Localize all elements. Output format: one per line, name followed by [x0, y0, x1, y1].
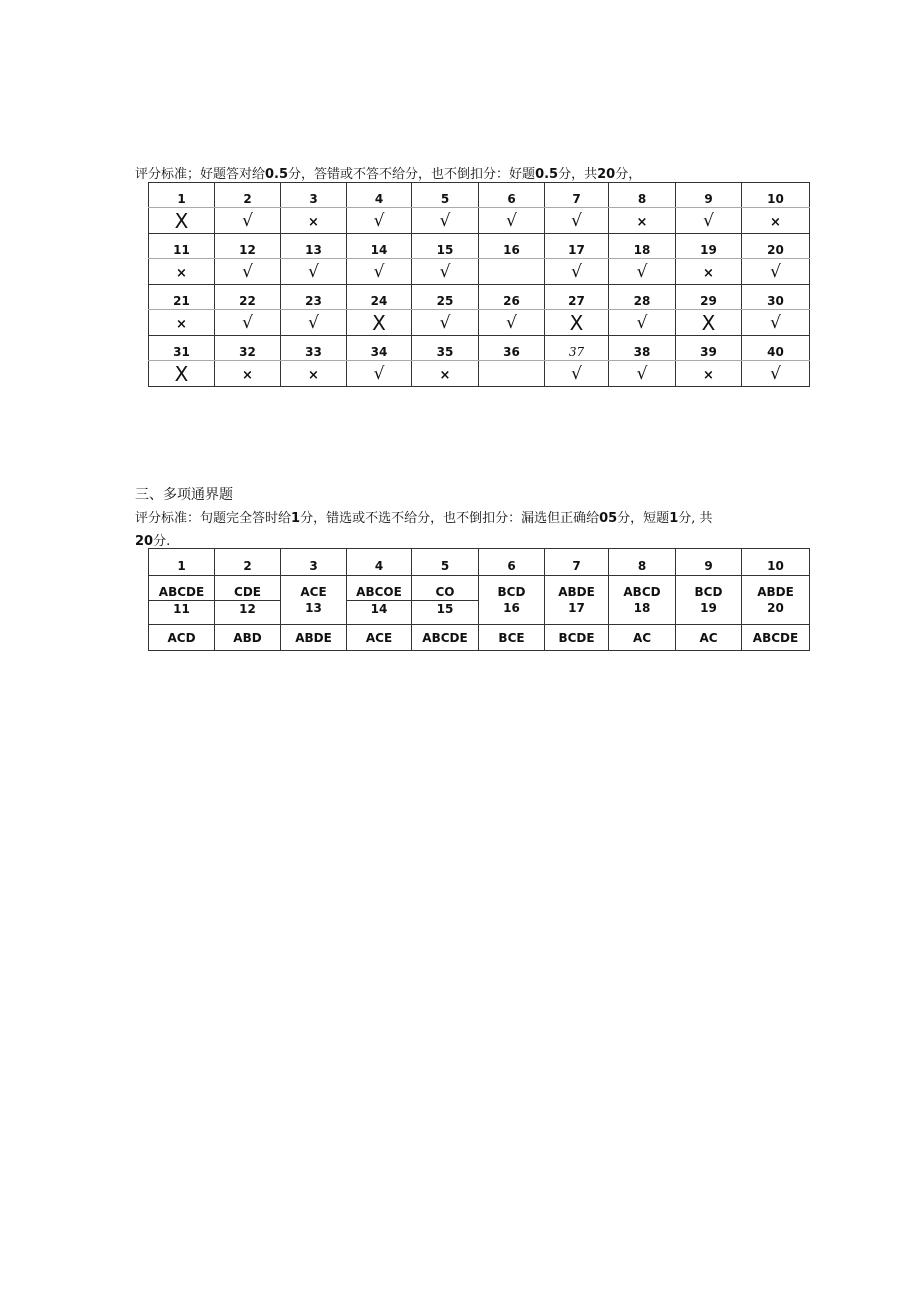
answer-mark-cell: [676, 208, 742, 234]
question-number-cell: 21: [149, 285, 215, 310]
mc-answer: BCD: [497, 585, 526, 599]
answer-mark-cell: [412, 361, 479, 387]
question-number-cell: 20: [742, 234, 810, 259]
answer-mark-cell: [479, 208, 545, 234]
check-mark-icon: √: [571, 363, 582, 384]
check-mark-icon: √: [636, 261, 648, 282]
question-number-cell: 1: [149, 183, 215, 208]
mc-answer-cell: ACD: [149, 625, 215, 651]
check-mark-icon: √: [439, 312, 451, 333]
check-mark-icon: √: [636, 363, 648, 384]
mc-answer-cell: BCE: [479, 625, 545, 651]
rule-text: 评分标准；好题答对给: [135, 167, 266, 182]
answer-mark-cell: [545, 259, 609, 285]
check-mark-icon: √: [506, 312, 517, 333]
answer-mark-cell: [742, 310, 810, 336]
answer-mark-cell: [149, 310, 215, 336]
answer-mark-cell: [479, 259, 545, 285]
check-mark-icon: √: [242, 261, 253, 282]
rule-text: 分，共: [558, 167, 598, 182]
mc-answer-cell: [215, 576, 281, 625]
question-number-cell: 28: [609, 285, 676, 310]
mc-answer-cell: [412, 576, 479, 625]
rule-text: 分，答错或不答不给分，也不倒扣分：好题: [288, 167, 536, 182]
question-number-cell: 10: [742, 183, 810, 208]
question-number-cell: 17: [545, 234, 609, 259]
question-number-cell: 19: [676, 234, 742, 259]
question-number-cell: 14: [347, 234, 412, 259]
mc-number: 19: [700, 601, 717, 615]
question-number-cell: 32: [215, 336, 281, 361]
answer-mark-cell: [149, 208, 215, 234]
answer-mark-cell: [215, 259, 281, 285]
answer-mark-cell: [609, 310, 676, 336]
answer-mark-cell: [545, 361, 609, 387]
mc-number: 11: [173, 601, 190, 616]
cross-mark-icon: ×: [770, 215, 781, 230]
mc-scoring-rule: [135, 507, 713, 526]
mc-answer: ABDE: [558, 585, 595, 599]
mc-answer-cell: AC: [676, 625, 742, 651]
mc-number: 14: [370, 601, 388, 616]
cross-mark-icon: ×: [703, 266, 714, 281]
check-mark-icon: √: [636, 312, 648, 333]
question-number-cell: 37: [545, 336, 609, 361]
check-mark-icon: √: [373, 363, 385, 384]
answer-mark-cell: [347, 310, 412, 336]
question-number-cell: 29: [676, 285, 742, 310]
question-number-cell: 22: [215, 285, 281, 310]
mc-answer-cell: ABCDE: [742, 625, 810, 651]
answer-mark-cell: [742, 259, 810, 285]
mc-answer: ABCDE: [149, 584, 214, 601]
cross-mark-icon: ×: [176, 266, 187, 281]
cross-mark-icon: ×: [636, 215, 648, 230]
answer-mark-cell: [281, 208, 347, 234]
answer-mark-cell: [742, 361, 810, 387]
cross-mark-icon: ×: [439, 368, 451, 383]
rule-number: 1: [669, 511, 679, 526]
rule-text: 分, 共: [678, 511, 713, 526]
question-number-cell: 26: [479, 285, 545, 310]
answer-mark-cell: [676, 361, 742, 387]
answer-mark-cell: [609, 361, 676, 387]
answer-mark-cell: [281, 259, 347, 285]
answer-mark-cell: [742, 208, 810, 234]
question-number-cell: 13: [281, 234, 347, 259]
check-mark-icon: √: [770, 363, 781, 384]
mc-number-cell: 7: [545, 549, 609, 576]
rule-number: 1: [291, 511, 301, 526]
mc-number: 15: [436, 601, 454, 616]
mc-answer: ABCD: [623, 585, 661, 599]
cross-mark-icon: ×: [308, 215, 319, 230]
mc-answer: CO: [412, 584, 478, 601]
question-number-cell: 34: [347, 336, 412, 361]
rule-number: 0.5: [265, 167, 289, 182]
answer-mark-cell: [545, 310, 609, 336]
answer-mark-cell: [215, 361, 281, 387]
answer-mark-cell: [412, 259, 479, 285]
question-number-cell: 31: [149, 336, 215, 361]
true-false-answer-table: [148, 182, 810, 387]
check-mark-icon: √: [373, 261, 385, 282]
question-number-cell: 18: [609, 234, 676, 259]
mc-answer-cell: ABCDE: [412, 625, 479, 651]
answer-mark-cell: [347, 208, 412, 234]
large-x-mark-icon: X: [174, 361, 189, 386]
mc-number-cell: 4: [347, 549, 412, 576]
check-mark-icon: √: [439, 261, 451, 282]
rule-text: 分，短题: [617, 511, 670, 526]
question-number-cell: 9: [676, 183, 742, 208]
check-mark-icon: √: [571, 210, 582, 231]
answer-mark-cell: [281, 361, 347, 387]
answer-mark-cell: [412, 208, 479, 234]
rule-number: 20: [597, 167, 616, 182]
check-mark-icon: √: [703, 210, 714, 231]
question-number-cell: 5: [412, 183, 479, 208]
cross-mark-icon: ×: [703, 368, 714, 383]
answer-mark-cell: [676, 310, 742, 336]
cross-mark-icon: ×: [176, 317, 187, 332]
answer-mark-cell: [149, 259, 215, 285]
check-mark-icon: √: [308, 312, 319, 333]
check-mark-icon: √: [439, 210, 451, 231]
mc-answer: ABDE: [757, 585, 794, 599]
question-number-cell: 23: [281, 285, 347, 310]
question-number-cell: 35: [412, 336, 479, 361]
question-number-cell: 40: [742, 336, 810, 361]
mc-number: 17: [568, 601, 585, 615]
mc-number-cell: 8: [609, 549, 676, 576]
mc-answer-cell: ABD: [215, 625, 281, 651]
mc-answer-cell: [347, 576, 412, 625]
check-mark-icon: √: [770, 312, 781, 333]
rule-text: 分，: [615, 167, 642, 182]
mc-answer-cell: [545, 576, 609, 625]
rule-number: 0.5: [535, 167, 559, 182]
answer-mark-cell: [149, 361, 215, 387]
mc-number-cell: 5: [412, 549, 479, 576]
rule-text: 评分标准：句题完全答时给: [135, 511, 292, 526]
mc-scoring-rule-cont: [135, 530, 170, 549]
mc-number-cell: 6: [479, 549, 545, 576]
answer-mark-cell: [215, 208, 281, 234]
question-number-cell: 27: [545, 285, 609, 310]
large-x-mark-icon: X: [174, 208, 189, 233]
question-number-cell: 39: [676, 336, 742, 361]
question-number-cell: 6: [479, 183, 545, 208]
mc-answer-cell: [281, 576, 347, 625]
answer-mark-cell: [347, 259, 412, 285]
rule-number: 05: [599, 511, 618, 526]
question-number-cell: 7: [545, 183, 609, 208]
mc-number: 18: [633, 601, 651, 615]
check-mark-icon: √: [242, 210, 253, 231]
mc-number-cell: 3: [281, 549, 347, 576]
question-number-cell: 2: [215, 183, 281, 208]
question-number-cell: 15: [412, 234, 479, 259]
answer-mark-cell: [215, 310, 281, 336]
mc-number: 20: [767, 601, 784, 615]
check-mark-icon: √: [373, 210, 385, 231]
answer-mark-cell: [479, 361, 545, 387]
mc-answer-cell: AC: [609, 625, 676, 651]
answer-mark-cell: [412, 310, 479, 336]
check-mark-icon: √: [506, 210, 517, 231]
mc-answer-cell: [676, 576, 742, 625]
mc-answer-cell: ABDE: [281, 625, 347, 651]
answer-mark-cell: [609, 259, 676, 285]
mc-answer: ACE: [300, 585, 327, 599]
mc-number: 16: [503, 601, 520, 615]
question-number-cell: 11: [149, 234, 215, 259]
rule-number: 20: [135, 534, 154, 549]
question-number-cell: 12: [215, 234, 281, 259]
question-number-cell: 4: [347, 183, 412, 208]
mc-number-cell: 2: [215, 549, 281, 576]
answer-mark-cell: [281, 310, 347, 336]
multiple-choice-answer-table: [148, 548, 810, 651]
rule-text: 分.: [153, 534, 171, 549]
mc-answer-cell: [609, 576, 676, 625]
check-mark-icon: √: [770, 261, 781, 282]
check-mark-icon: √: [571, 261, 582, 282]
check-mark-icon: √: [308, 261, 319, 282]
answer-mark-cell: [676, 259, 742, 285]
mc-answer-cell: [149, 576, 215, 625]
answer-mark-cell: [545, 208, 609, 234]
answer-mark-cell: [479, 310, 545, 336]
answer-mark-cell: [609, 208, 676, 234]
question-number-cell: 3: [281, 183, 347, 208]
mc-answer-cell: [479, 576, 545, 625]
large-x-mark-icon: X: [569, 310, 584, 335]
answer-mark-cell: [347, 361, 412, 387]
question-number-cell: 24: [347, 285, 412, 310]
mc-number-cell: 10: [742, 549, 810, 576]
mc-answer: ABCOE: [347, 584, 411, 601]
mc-answer-cell: BCDE: [545, 625, 609, 651]
cross-mark-icon: ×: [242, 368, 253, 383]
mc-answer-cell: [742, 576, 810, 625]
question-number-cell: 36: [479, 336, 545, 361]
large-x-mark-icon: X: [701, 310, 716, 335]
rule-text: 分，错选或不选不给分，也不倒扣分：漏选但正确给: [300, 511, 600, 526]
large-x-mark-icon: X: [372, 310, 386, 335]
question-number-cell: 16: [479, 234, 545, 259]
cross-mark-icon: ×: [308, 368, 319, 383]
mc-number: 13: [305, 601, 322, 615]
mc-number-cell: 9: [676, 549, 742, 576]
question-number-cell: 8: [609, 183, 676, 208]
question-number-cell: 30: [742, 285, 810, 310]
mc-answer: CDE: [215, 584, 280, 601]
mc-number: 12: [239, 601, 256, 616]
question-number-cell: 38: [609, 336, 676, 361]
section-heading: 三、多项通界题: [135, 487, 233, 503]
mc-answer: BCD: [694, 585, 723, 599]
question-number-cell: 25: [412, 285, 479, 310]
check-mark-icon: √: [242, 312, 253, 333]
question-number-cell: 33: [281, 336, 347, 361]
mc-number-cell: 1: [149, 549, 215, 576]
tf-scoring-rule: [135, 163, 641, 182]
mc-answer-cell: ACE: [347, 625, 412, 651]
